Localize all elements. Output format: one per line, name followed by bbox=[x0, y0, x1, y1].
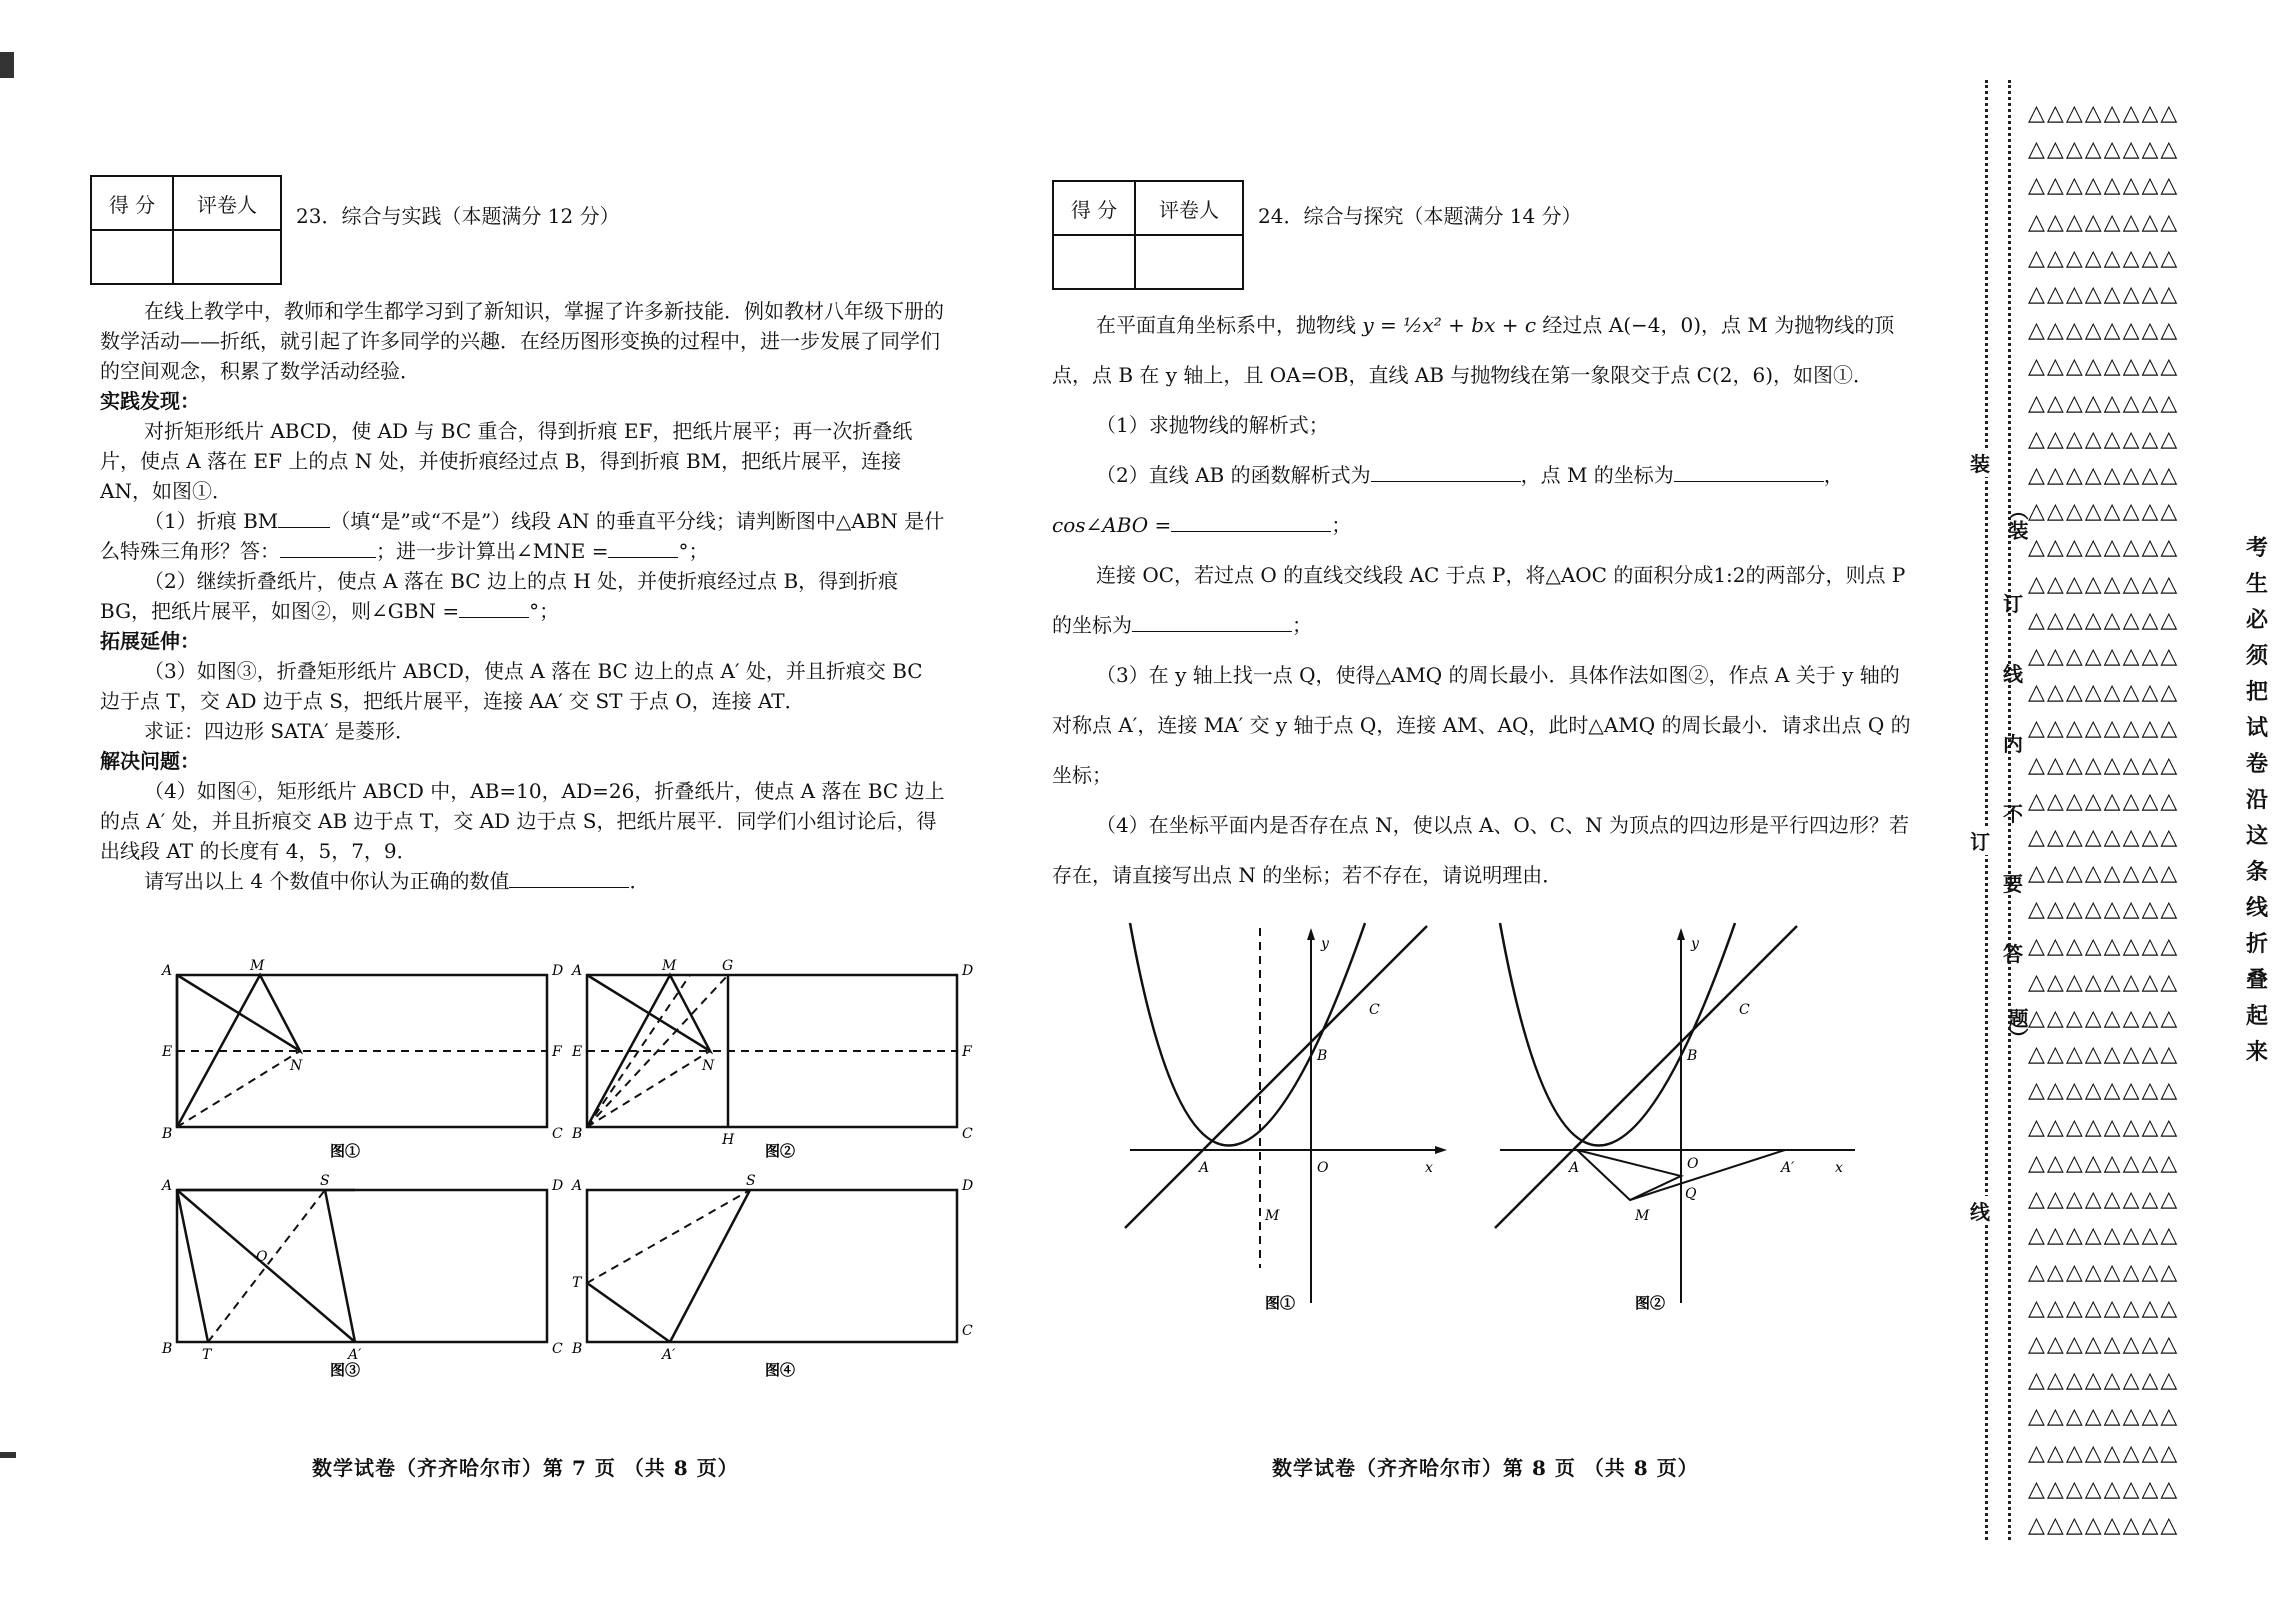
binding-char-5: 内 bbox=[2003, 732, 2023, 756]
triangle-row: △△△△△△△△ bbox=[2028, 1223, 2180, 1249]
q24-part2-a: （2）直线 AB 的函数解析式为 bbox=[1096, 463, 1371, 487]
score-box-23 bbox=[90, 175, 282, 285]
q24-part4: （4）在坐标平面内是否存在点 N，使以点 A、O、C、N 为顶点的四边形是平行四边形？若存在，请直接写出点 N 的坐标；若不存在，请说明理由． bbox=[1052, 813, 1909, 887]
binding-char-9: 答 bbox=[2003, 942, 2023, 966]
triangle-row: △△△△△△△△ bbox=[2028, 1295, 2180, 1321]
g1-label-y: y bbox=[1321, 936, 1329, 952]
f1-caption: 图① bbox=[330, 1142, 361, 1160]
q24-part3: （3）在 y 轴上找一点 Q，使得△AMQ 的周长最小．具体作法如图②，作点 A 关于 y 轴的对称点 A′，连接 MA′ 交 y 轴于点 Q，连接 AM、AQ，此时△AMQ 的周长最小．请求出点 Q 的坐标； bbox=[1052, 663, 1911, 787]
triangle-row: △△△△△△△△ bbox=[2028, 1404, 2180, 1430]
g2-label-y: y bbox=[1691, 936, 1699, 952]
score-cell[interactable] bbox=[91, 230, 173, 284]
q23-body: 在线上教学中，教师和学生都学习到了新知识，掌握了许多新技能．例如教材八年级下册的数学活动——折纸，就引起了许多同学的兴趣．在经历图形变换的过程中，进一步发展了同学们的空间观念，积累了数学活动经验． 实践发现： 对折矩形纸片 ABCD，使 AD 与 BC 重合，得到折痕 EF，把纸片展平；再一次折叠纸片，使点 A 落在 EF 上的点 N 处，并使折痕经过点 B，得到折痕 BM，把纸片展平，连接 AN，如图①． （1）折痕 BM （填“是”或“不是”）线段 AN 的垂直平分线；请判断图中△ABN 是什么特殊三角形？答： ；进一步计算出∠MNE = °； （2）继续折叠纸片，使点 A 落在 BC 边上的点 H 处，并使折痕经过点 B，得到折痕 BG，把纸片展平，如图②，则∠GBN = °； 拓展延伸： （3）如图③，折叠矩形纸片 ABCD，使点 A 落在 BC 边上的点 A′ 处，并且折痕交 BC 边于点 T，交 AD 边于点 S，把纸片展平，连接 AA′ 交 ST 于点 O，连接 AT． 求证：四边形 SATA′ 是菱形． 解决问题： （4）如图④，矩形纸片 ABCD 中，AB=10，AD=26，折叠纸片，使点 A 落在 BC 边上的点 A′ 处，并且折痕交 AB 边于点 T，交 AD 边于点 S，把纸片展平．同学们小组讨论后，得出线段 AT 的长度有 4，5，7，9． 请写出以上 4 个数值中你认为正确的数值 ． bbox=[100, 296, 945, 896]
triangle-row: △△△△△△△△ bbox=[2028, 1187, 2180, 1213]
grader-label: 评卷人 bbox=[173, 176, 281, 230]
figure-1 bbox=[160, 958, 564, 1160]
score-cell[interactable] bbox=[1053, 235, 1135, 289]
f2-label-N: N bbox=[702, 1058, 715, 1074]
triangle-row: △△△△△△△△ bbox=[2028, 463, 2180, 489]
triangle-row: △△△△△△△△ bbox=[2028, 535, 2180, 561]
binding-char-11: 线 bbox=[1970, 1196, 1990, 1225]
score-label: 得 分 bbox=[1053, 181, 1135, 235]
binding-char-8: 要 bbox=[2003, 872, 2023, 896]
f2-label-A: A bbox=[572, 963, 583, 979]
binding-char-4: 线 bbox=[2003, 662, 2023, 686]
f2-label-F: F bbox=[962, 1044, 972, 1060]
q3-prove: 求证：四边形 SATA′ 是菱形． bbox=[144, 719, 415, 743]
heading-solve: 解决问题： bbox=[100, 749, 200, 773]
q24-cos: cos∠ABO = bbox=[1052, 513, 1172, 537]
f3-label-A: A bbox=[162, 1178, 173, 1194]
q24-part2-b: ，点 M 的坐标为 bbox=[1520, 463, 1674, 487]
q24-equation: y = ½x² + bx + c bbox=[1362, 313, 1537, 337]
f4-caption: 图④ bbox=[765, 1361, 796, 1379]
binding-line-1 bbox=[1985, 80, 1988, 1540]
triangle-row: △△△△△△△△ bbox=[2028, 209, 2180, 235]
scan-mark-bottom bbox=[0, 1452, 16, 1458]
heading-extend: 拓展延伸： bbox=[100, 629, 200, 653]
f3-label-S: S bbox=[320, 1173, 330, 1189]
practice-text: 对折矩形纸片 ABCD，使 AD 与 BC 重合，得到折痕 EF，把纸片展平；再一次折叠纸片，使点 A 落在 EF 上的点 N 处，并使折痕经过点 B，得到折痕 BM，把纸片展平，连接 AN，如图①． bbox=[100, 419, 913, 503]
triangle-row: △△△△△△△△ bbox=[2028, 1512, 2180, 1538]
q24-oc: 连接 OC，若过点 O 的直线交线段 AC 于点 P，将△AOC 的面积分成1:2的两部分，则点 P 的坐标为 bbox=[1052, 563, 1906, 637]
q2-blank[interactable] bbox=[459, 599, 529, 618]
q1-text-d: °； bbox=[678, 539, 709, 563]
q24-part2-e: ； bbox=[1292, 613, 1312, 637]
q4-blank[interactable] bbox=[509, 869, 629, 888]
f1-label-M: M bbox=[250, 958, 265, 974]
triangle-row: △△△△△△△△ bbox=[2028, 282, 2180, 308]
triangle-row: △△△△△△△△ bbox=[2028, 933, 2180, 959]
triangle-row: △△△△△△△△ bbox=[2028, 1078, 2180, 1104]
f4-label-C: C bbox=[962, 1323, 973, 1339]
triangle-row: △△△△△△△△ bbox=[2028, 1259, 2180, 1285]
binding-char-7: 订 bbox=[1970, 826, 1990, 855]
f2-label-H: H bbox=[722, 1132, 735, 1148]
triangle-row: △△△△△△△△ bbox=[2028, 137, 2180, 163]
q24-blank-p[interactable] bbox=[1132, 613, 1292, 632]
g2-label-B: B bbox=[1687, 1048, 1698, 1064]
triangle-row: △△△△△△△△ bbox=[2028, 499, 2180, 525]
f1-label-N: N bbox=[290, 1058, 303, 1074]
binding-char-10: 题） bbox=[2005, 1008, 2029, 1048]
f3-label-D: D bbox=[552, 1178, 564, 1194]
triangle-row: △△△△△△△△ bbox=[2028, 354, 2180, 380]
heading-practice: 实践发现： bbox=[100, 389, 200, 413]
f2-label-M: M bbox=[662, 958, 677, 974]
g2-label-Q: Q bbox=[1685, 1186, 1697, 1202]
graph-1 bbox=[1115, 918, 1455, 1318]
scan-mark-top bbox=[0, 52, 14, 78]
g2-label-O: O bbox=[1687, 1156, 1699, 1172]
triangle-row: △△△△△△△△ bbox=[2028, 390, 2180, 416]
q1-blank-3[interactable] bbox=[608, 539, 678, 558]
triangle-row: △△△△△△△△ bbox=[2028, 1368, 2180, 1394]
grader-label: 评卷人 bbox=[1135, 181, 1243, 235]
triangle-row: △△△△△△△△ bbox=[2028, 680, 2180, 706]
binding-char-6: 不 bbox=[2003, 802, 2023, 826]
triangle-pattern bbox=[2028, 96, 2238, 1544]
g2-label-A-prime: A′ bbox=[1781, 1160, 1795, 1176]
g1-caption: 图① bbox=[1265, 1294, 1296, 1312]
q24-part2-c: ， bbox=[1823, 463, 1844, 487]
figure-4 bbox=[570, 1175, 980, 1380]
f2-label-G: G bbox=[722, 958, 734, 974]
q24-blank-m[interactable] bbox=[1674, 463, 1824, 482]
f1-label-E: E bbox=[162, 1044, 173, 1060]
f3-label-A-prime: A′ bbox=[348, 1347, 362, 1363]
triangle-row: △△△△△△△△ bbox=[2028, 1042, 2180, 1068]
triangle-row: △△△△△△△△ bbox=[2028, 788, 2180, 814]
g1-label-x: x bbox=[1425, 1160, 1433, 1176]
f3-label-O: O bbox=[256, 1249, 268, 1265]
footer-page-7: 数学试卷（齐齐哈尔市）第 7 页 （共 8 页） bbox=[312, 1456, 739, 1480]
triangle-row: △△△△△△△△ bbox=[2028, 752, 2180, 778]
triangle-row: △△△△△△△△ bbox=[2028, 861, 2180, 887]
f4-label-S: S bbox=[746, 1173, 756, 1189]
g1-label-A: A bbox=[1199, 1160, 1210, 1176]
f2-label-D: D bbox=[962, 963, 974, 979]
f1-label-F: F bbox=[552, 1044, 562, 1060]
triangle-row: △△△△△△△△ bbox=[2028, 1331, 2180, 1357]
g1-label-O: O bbox=[1317, 1160, 1329, 1176]
q2-text-b: °； bbox=[529, 599, 560, 623]
q1-blank-1[interactable] bbox=[278, 509, 330, 528]
binding-char-1: 装 bbox=[1970, 448, 1990, 477]
binding-char-2: （装 bbox=[2005, 500, 2029, 540]
triangle-row: △△△△△△△△ bbox=[2028, 825, 2180, 851]
f2-label-E: E bbox=[572, 1044, 583, 1060]
q1-blank-2[interactable] bbox=[280, 539, 376, 558]
triangle-row: △△△△△△△△ bbox=[2028, 1114, 2180, 1140]
f1-label-A: A bbox=[162, 963, 173, 979]
g2-label-C: C bbox=[1739, 1002, 1750, 1018]
q4-text: （4）如图④，矩形纸片 ABCD 中，AB=10，AD=26，折叠纸片，使点 A 落在 BC 边上的点 A′ 处，并且折痕交 AB 边于点 T，交 AD 边于点 S，把纸片展平．同学们小组讨论后，得出线段 AT 的长度有 4，5，7，9． bbox=[100, 779, 945, 863]
f1-label-D: D bbox=[552, 963, 564, 979]
footer-page-8: 数学试卷（齐齐哈尔市）第 8 页 （共 8 页） bbox=[1272, 1456, 1699, 1480]
g1-label-M: M bbox=[1265, 1208, 1280, 1224]
figure-3 bbox=[160, 1173, 564, 1380]
q1-text-c: ；进一步计算出∠MNE = bbox=[376, 539, 609, 563]
triangle-row: △△△△△△△△ bbox=[2028, 1150, 2180, 1176]
triangle-row: △△△△△△△△ bbox=[2028, 101, 2180, 126]
g2-label-A: A bbox=[1569, 1160, 1580, 1176]
triangle-row: △△△△△△△△ bbox=[2028, 426, 2180, 452]
f3-label-C: C bbox=[552, 1341, 563, 1357]
triangle-row: △△△△△△△△ bbox=[2028, 245, 2180, 271]
q24-blank-ab[interactable] bbox=[1371, 463, 1521, 482]
triangle-row: △△△△△△△△ bbox=[2028, 607, 2180, 633]
f1-label-C: C bbox=[552, 1126, 563, 1142]
triangle-row: △△△△△△△△ bbox=[2028, 1440, 2180, 1466]
figure-2 bbox=[570, 960, 980, 1160]
triangle-row: △△△△△△△△ bbox=[2028, 173, 2180, 199]
q24-intro-b: 经过点 A(−4，0)，点 M 为抛物线的顶点，点 B 在 y 轴上，且 OA=OB，直线 AB 与抛物线在第一象限交于点 C(2，6)，如图①． bbox=[1052, 313, 1895, 387]
q23-title: 23．综合与实践（本题满分 12 分） bbox=[296, 204, 620, 228]
grader-cell[interactable] bbox=[1135, 235, 1243, 289]
q1-text-b: （填“是”或“不是”）线段 AN 的垂直平分线；请判断图中△ABN 是什么特殊三角形？答： bbox=[100, 509, 945, 563]
f3-caption: 图③ bbox=[330, 1361, 361, 1379]
q24-title: 24．综合与探究（本题满分 14 分） bbox=[1258, 204, 1582, 228]
score-box-24 bbox=[1052, 180, 1244, 290]
triangle-row: △△△△△△△△ bbox=[2028, 1476, 2180, 1502]
f4-label-A-prime: A′ bbox=[662, 1347, 676, 1363]
q1-text-a: （1）折痕 BM bbox=[144, 509, 279, 533]
f3-label-T: T bbox=[202, 1347, 212, 1363]
triangle-row: △△△△△△△△ bbox=[2028, 571, 2180, 597]
triangle-row: △△△△△△△△ bbox=[2028, 897, 2180, 923]
q4-ask: 请写出以上 4 个数值中你认为正确的数值 bbox=[144, 869, 510, 893]
g1-label-C: C bbox=[1369, 1002, 1380, 1018]
f2-caption: 图② bbox=[765, 1142, 796, 1160]
q23-intro: 在线上教学中，教师和学生都学习到了新知识，掌握了许多新技能．例如教材八年级下册的数学活动——折纸，就引起了许多同学的兴趣．在经历图形变换的过程中，进一步发展了同学们的空间观念，积累了数学活动经验． bbox=[100, 299, 944, 383]
f4-label-T: T bbox=[572, 1275, 582, 1291]
f3-label-B: B bbox=[162, 1341, 173, 1357]
score-label: 得 分 bbox=[91, 176, 173, 230]
f1-label-B: B bbox=[162, 1126, 173, 1142]
g2-label-x: x bbox=[1835, 1160, 1843, 1176]
triangle-row: △△△△△△△△ bbox=[2028, 644, 2180, 670]
triangle-row: △△△△△△△△ bbox=[2028, 1006, 2180, 1032]
f4-label-D: D bbox=[962, 1178, 974, 1194]
binding-notice: 考生必须把试卷沿这条线折叠起来 bbox=[2245, 535, 2268, 1065]
q24-intro-a: 在平面直角坐标系中，抛物线 bbox=[1096, 313, 1356, 337]
g2-caption: 图② bbox=[1635, 1294, 1666, 1312]
f2-label-B: B bbox=[572, 1126, 583, 1142]
f4-label-A: A bbox=[572, 1178, 583, 1194]
f4-label-B: B bbox=[572, 1341, 583, 1357]
triangle-row: △△△△△△△△ bbox=[2028, 969, 2180, 995]
q24-part1: （1）求抛物线的解析式； bbox=[1096, 413, 1329, 437]
graph-2 bbox=[1485, 918, 1865, 1318]
f2-label-C: C bbox=[962, 1126, 973, 1142]
q3-text: （3）如图③，折叠矩形纸片 ABCD，使点 A 落在 BC 边上的点 A′ 处，并且折痕交 BC 边于点 T，交 AD 边于点 S，把纸片展平，连接 AA′ 交 ST 于点 O，连接 AT． bbox=[100, 659, 923, 713]
q2-text-a: （2）继续折叠纸片，使点 A 落在 BC 边上的点 H 处，并使折痕经过点 B，得到折痕 BG，把纸片展平，如图②，则∠GBN = bbox=[100, 569, 899, 623]
g1-label-B: B bbox=[1317, 1048, 1328, 1064]
q24-blank-cos[interactable] bbox=[1171, 513, 1331, 532]
g2-label-M: M bbox=[1635, 1208, 1650, 1224]
triangle-row: △△△△△△△△ bbox=[2028, 318, 2180, 344]
q24-body bbox=[1052, 300, 1912, 900]
binding-char-3: 订 bbox=[2003, 592, 2023, 616]
grader-cell[interactable] bbox=[173, 230, 281, 284]
q24-part2-d: ； bbox=[1331, 513, 1352, 537]
triangle-row: △△△△△△△△ bbox=[2028, 716, 2180, 742]
